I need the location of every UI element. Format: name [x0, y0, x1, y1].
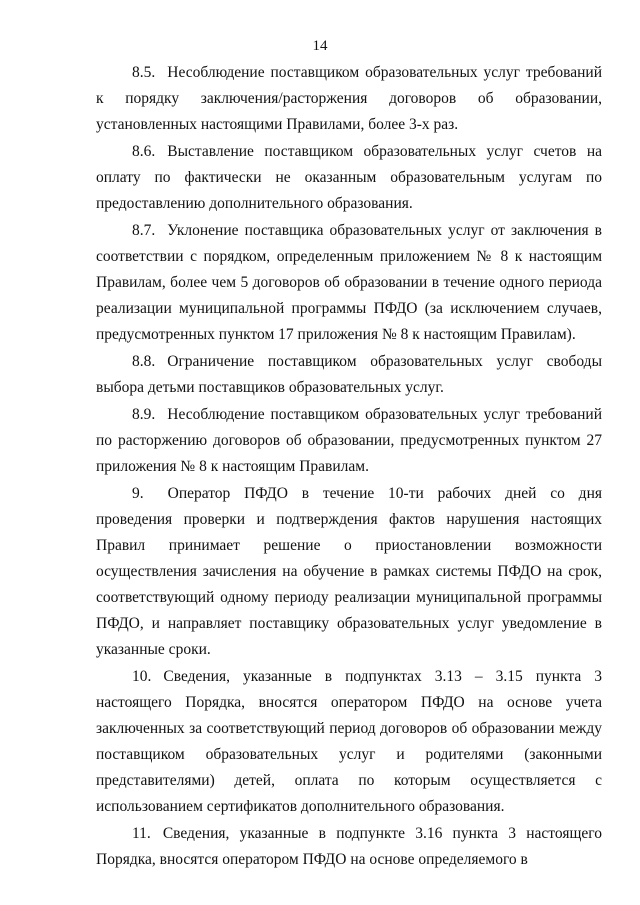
paragraph-9 [96, 481, 602, 663]
paragraph-number: 11. [132, 825, 151, 842]
paragraph-number: 8.5. [132, 64, 156, 81]
paragraph-text: Сведения, указанные в подпунктах 3.13 – 3.15 пункта 3 настоящего Порядка, вносятся оператором ПФДО на основе учета заключенных за соответствующий период договоров об образовании между поставщиком образовательных услуг и родителями (законными представителями) детей, оплата по которым осуществляется с использованием сертификатов дополнительного образования. [96, 668, 602, 815]
paragraph-10 [96, 664, 602, 820]
paragraph-text: Сведения, указанные в подпункте 3.16 пункта 3 настоящего Порядка, вносятся оператором ПФДО на основе определяемого в [96, 825, 602, 868]
paragraph-8-6 [96, 139, 602, 217]
paragraph-11 [96, 821, 602, 873]
paragraph-text: Несоблюдение поставщиком образовательных услуг требований по расторжению договоров об образовании, предусмотренных пунктом 27 приложения № 8 к настоящим Правилам. [96, 406, 602, 475]
paragraph-number: 8.9. [132, 406, 156, 423]
paragraph-8-9 [96, 402, 602, 480]
paragraph-text: Несоблюдение поставщиком образовательных услуг требований к порядку заключения/расторжения договоров об образовании, установленных настоящими Правилами, более 3-х раз. [96, 64, 602, 133]
document-body [96, 60, 602, 874]
paragraph-text: Ограничение поставщиком образовательных услуг свободы выбора детьми поставщиков образовательных услуг. [96, 353, 602, 396]
paragraph-number: 9. [132, 485, 144, 502]
paragraph-text: Выставление поставщиком образовательных услуг счетов на оплату по фактически не оказанным образовательным услугам по предоставлению дополнительного образования. [96, 143, 602, 212]
paragraph-number: 8.8. [132, 353, 156, 370]
paragraph-8-7 [96, 218, 602, 348]
paragraph-number: 8.6. [132, 143, 156, 160]
paragraph-8-5 [96, 60, 602, 138]
page-number: 14 [312, 38, 328, 54]
paragraph-number: 10. [132, 668, 152, 685]
paragraph-text: Оператор ПФДО в течение 10-ти рабочих дней со дня проведения проверки и подтверждения фактов нарушения настоящих Правил принимает решение о приостановлении возможности осуществления зачисления на обучение в рамках системы ПФДО на срок, соответствующий одному периоду реализации муниципальной программы ПФДО, и направляет поставщику образовательных услуг уведомление в указанные сроки. [96, 485, 602, 658]
paragraph-text: Уклонение поставщика образовательных услуг от заключения в соответствии с порядком, определенным приложением № 8 к настоящим Правилам, более чем 5 договоров об образовании в течение одного периода реализации муниципальной программы ПФДО (за исключением случаев, предусмотренных пунктом 17 приложения № 8 к настоящим Правилам). [96, 222, 602, 343]
paragraph-number: 8.7. [132, 222, 156, 239]
paragraph-8-8 [96, 349, 602, 401]
